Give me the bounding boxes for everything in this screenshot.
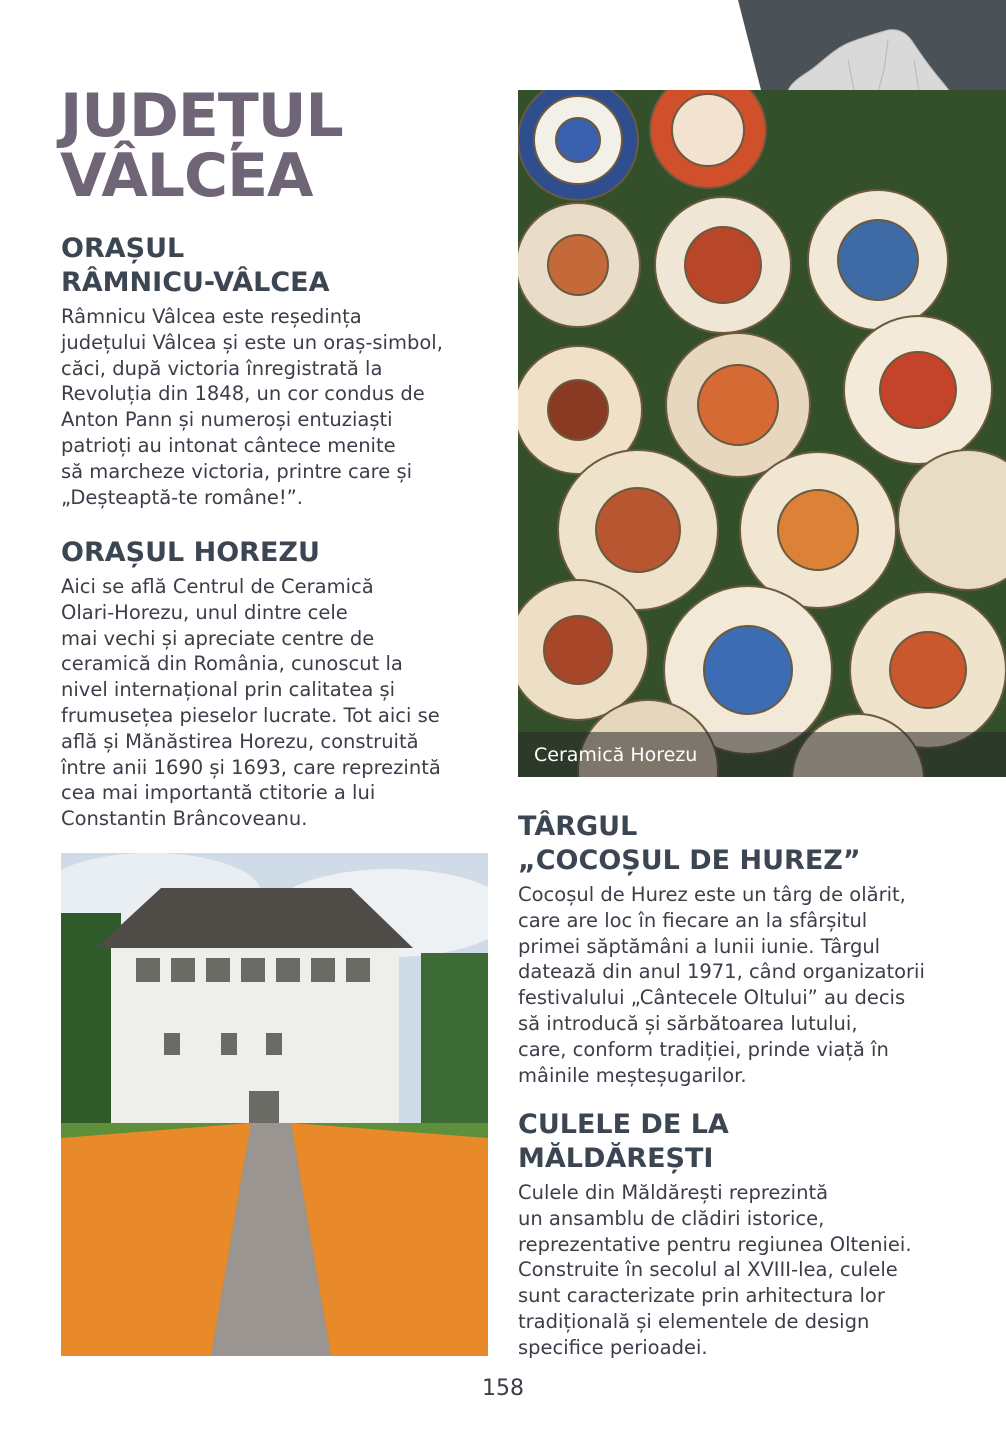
section-paragraph [61,574,501,832]
section-heading [61,536,501,570]
house-illustration [61,853,488,1356]
heading-line: CULELE DE LA [518,1109,729,1140]
text-line: Aici se află Centrul de Ceramică [61,575,374,598]
text-line: Revoluția din 1848, un cor condus de [61,382,425,406]
text-line: mai vechi și apreciate centre de [61,626,375,650]
text-line: căci, după victoria înregistrată la [61,356,383,380]
section-heading [61,232,501,300]
text-line: Olari-Horezu, unul dintre cele [61,600,348,624]
section-targul [518,810,988,1088]
heading-line: ORAȘUL [61,233,185,264]
ceramics-photo [518,90,1006,777]
text-line: ceramică din România, cunoscut la [61,652,403,676]
text-line: județului Vâlcea și este un oraș-simbol, [61,330,443,354]
heading-line: ORAȘUL HOREZU [61,537,320,568]
text-line: sunt caracterizate prin arhitectura lor [518,1284,885,1308]
section-paragraph [518,1180,988,1361]
text-line: patrioți au intonat cântece menite [61,433,396,457]
text-line: specifice perioadei. [518,1335,708,1359]
text-line: Constantin Brâncoveanu. [61,807,308,831]
text-line: între anii 1690 și 1693, care reprezintă [61,755,441,779]
photo-caption: Ceramică Horezu [534,744,698,766]
heading-line: MĂLDĂREȘTI [518,1143,714,1174]
text-line: să marcheze victoria, printre care și [61,459,413,483]
text-line: Culele din Măldărești reprezintă [518,1181,829,1204]
section-heading [518,810,988,878]
heading-line: RÂMNICU-VÂLCEA [61,267,330,298]
section-horezu [61,536,501,832]
heading-line: „COCOȘUL DE HUREZ” [518,845,861,876]
text-line: tradițională și elementele de design [518,1309,870,1333]
text-line: frumusețea pieselor lucrate. Tot aici se [61,703,440,727]
page-title-line: JUDEȚUL [60,81,343,151]
text-line: mâinile meșteșugarilor. [518,1063,747,1087]
text-line: datează din anul 1971, când organizatorii [518,960,925,984]
text-line: află și Mănăstirea Horezu, construită [61,729,419,753]
page-title [60,81,480,211]
text-line: Construite în secolul al XVIII-lea, culele [518,1258,898,1282]
section-culele [518,1108,988,1361]
text-line: primei săptămâni a lunii iunie. Târgul [518,934,881,958]
ceramics-illustration [518,90,1006,777]
text-line: Râmnicu Vâlcea este reședința [61,305,362,328]
photo-caption-bar [518,732,1006,777]
text-line: reprezentative pentru regiunea Olteniei. [518,1232,912,1256]
text-line: Anton Pann și numeroși entuziaști [61,408,393,432]
text-line: un ansamblu de clădiri istorice, [518,1206,825,1230]
page-title-line: VÂLCEA [60,141,313,211]
text-line: „Deșteaptă-te române!”. [61,485,303,509]
page-number: 158 [482,1376,524,1401]
text-line: care, conform tradiției, prinde viață în [518,1037,889,1061]
text-line: cea mai importantă ctitorie a lui [61,781,376,805]
text-line: care are loc în fiecare an la sfârșitul [518,908,868,932]
section-ramnicu [61,232,501,510]
section-paragraph [61,304,501,510]
text-line: Cocoșul de Hurez este un târg de olărit, [518,883,906,906]
horezu-house-photo [61,853,488,1356]
text-line: nivel internațional prin calitatea și [61,678,396,702]
heading-line: TÂRGUL [518,811,638,842]
section-heading [518,1108,988,1176]
text-line: să introducă și sărbătoarea lutului, [518,1011,858,1035]
section-paragraph [518,882,988,1088]
text-line: festivalului „Cântecele Oltului” au decis [518,986,906,1010]
